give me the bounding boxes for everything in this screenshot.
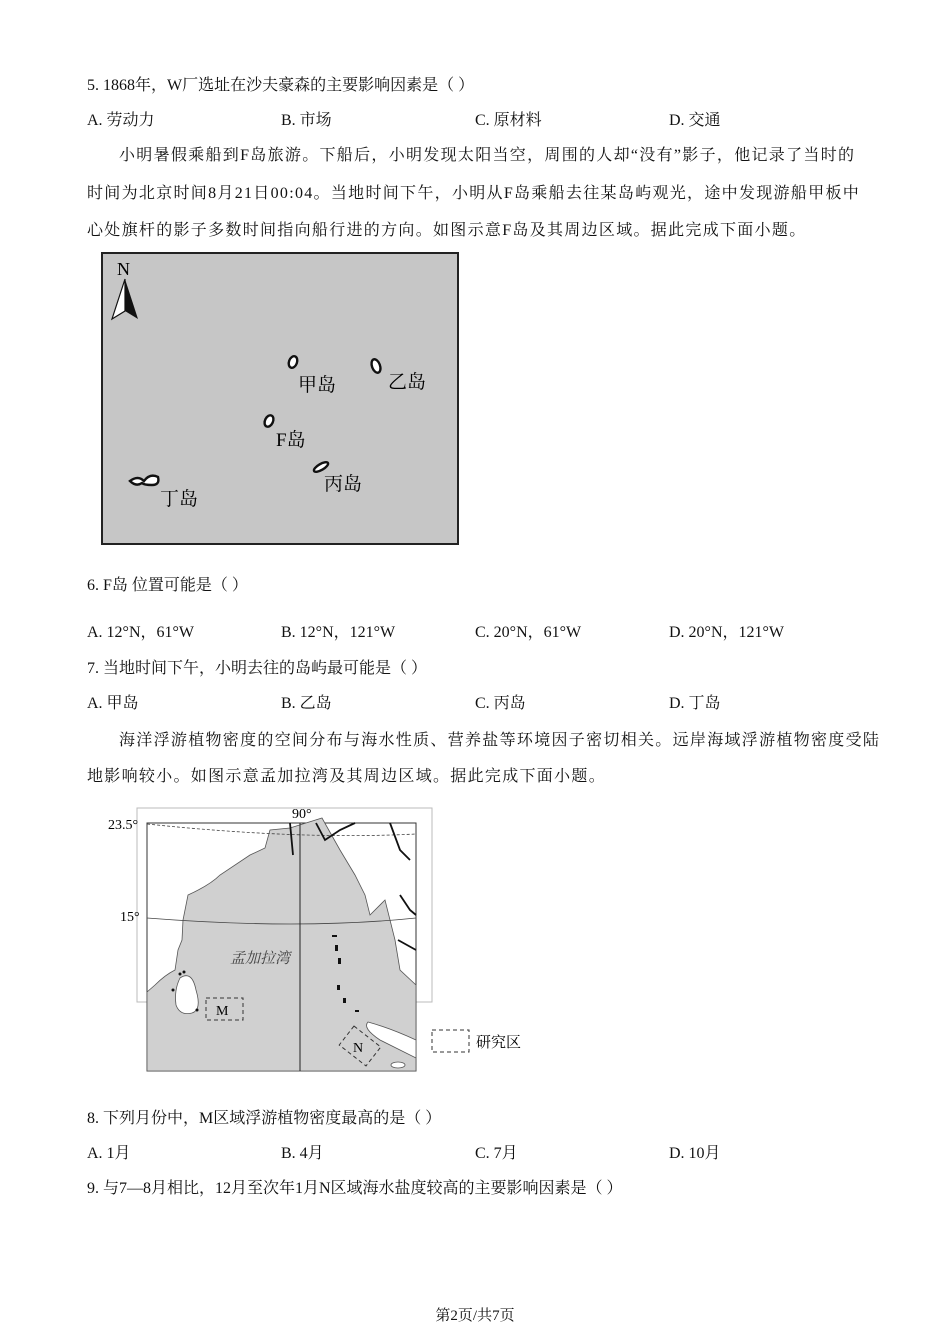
intro2-line-1: 海洋浮游植物密度的空间分布与海水性质、营养盐等环境因子密切相关。远岸海域浮游植物密度受陆 <box>119 732 881 749</box>
bay-label: 孟加拉湾 <box>230 951 291 967</box>
question-9-stem: 9. 与7—8月相比，12月至次年1月N区域海水盐度较高的主要影响因素是（ ） <box>87 1180 623 1197</box>
region-n-label: N <box>353 1041 364 1056</box>
q8-option-d: D. 10月 <box>669 1145 721 1162</box>
legend-study-area-icon <box>432 1030 469 1052</box>
intro1-line-2: 时间为北京时间8月21日00:04。当地时间下午，小明从F岛乘船去往某岛屿观光，途中发现游船甲板中 <box>87 185 861 202</box>
longitude-90-label: 90° <box>292 807 312 822</box>
island-label-yi: 乙岛 <box>388 372 427 393</box>
q7-option-c: C. 丙岛 <box>475 695 526 712</box>
latitude-23-5-label: 23.5° <box>108 818 139 833</box>
q8-option-b: B. 4月 <box>281 1145 324 1162</box>
island-label-ding: 丁岛 <box>160 489 199 510</box>
q5-option-b: B. 市场 <box>281 112 332 129</box>
q5-option-a: A. 劳动力 <box>87 112 155 129</box>
question-6-stem: 6. F岛 位置可能是（ ） <box>87 577 248 594</box>
island-label-bing: 丙岛 <box>324 474 363 495</box>
q8-option-a: A. 1月 <box>87 1145 131 1162</box>
bay-of-bengal-map <box>100 800 540 1080</box>
island-label-f: F岛 <box>276 430 306 451</box>
legend-study-area-label: 研究区 <box>476 1035 522 1051</box>
q7-option-b: B. 乙岛 <box>281 695 332 712</box>
q7-option-a: A. 甲岛 <box>87 695 139 712</box>
q7-option-d: D. 丁岛 <box>669 695 721 712</box>
question-7-stem: 7. 当地时间下午，小明去往的岛屿最可能是（ ） <box>87 660 428 677</box>
question-5-stem: 5. 1868年，W厂选址在沙夫豪森的主要影响因素是（ ） <box>87 77 475 94</box>
intro1-line-3: 心处旗杆的影子多数时间指向船行进的方向。如图示意F岛及其周边区域。据此完成下面小题。 <box>87 222 807 239</box>
page-footer: 第2页/共7页 <box>435 1308 515 1324</box>
region-m-label: M <box>216 1004 229 1019</box>
q6-option-a: A. 12°N，61°W <box>87 624 195 641</box>
q5-option-d: D. 交通 <box>669 112 721 129</box>
q6-option-d: D. 20°N，121°W <box>669 624 785 641</box>
island-map <box>100 251 462 547</box>
north-label: N <box>117 259 130 279</box>
q8-option-c: C. 7月 <box>475 1145 518 1162</box>
q6-option-b: B. 12°N，121°W <box>281 624 396 641</box>
intro2-line-2: 地影响较小。如图示意孟加拉湾及其周边区域。据此完成下面小题。 <box>87 768 607 785</box>
q5-option-c: C. 原材料 <box>475 112 542 129</box>
question-8-stem: 8. 下列月份中，M区域浮游植物密度最高的是（ ） <box>87 1110 442 1127</box>
q6-option-c: C. 20°N，61°W <box>475 624 582 641</box>
island-label-jia: 甲岛 <box>298 375 337 396</box>
intro1-line-1: 小明暑假乘船到F岛旅游。下船后，小明发现太阳当空，周围的人却“没有”影子，他记录了当时的 <box>119 147 856 164</box>
latitude-15-label: 15° <box>120 910 140 925</box>
